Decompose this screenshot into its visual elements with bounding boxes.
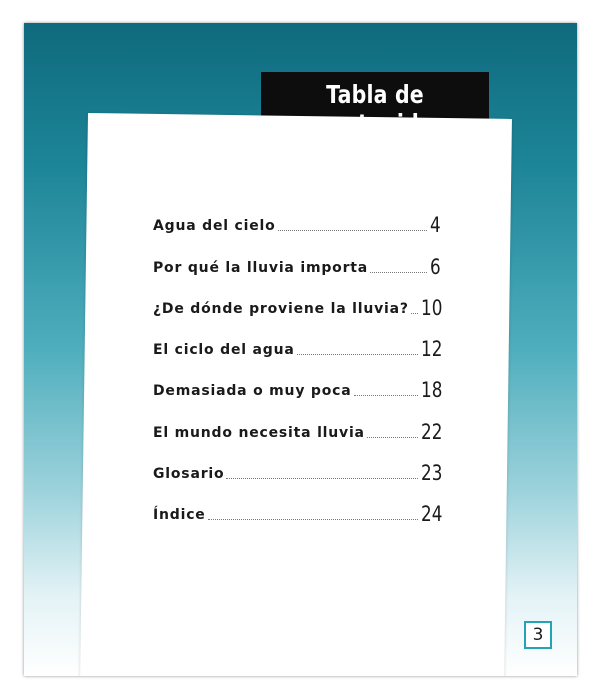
toc-entry-label: Glosario <box>153 466 225 483</box>
toc-entry-label: Por qué la lluvia importa <box>153 259 369 276</box>
page-number: 3 <box>532 625 544 645</box>
toc-entry[interactable] <box>153 490 448 531</box>
toc-entry-page: 4 <box>430 213 441 238</box>
toc-leader-dots <box>208 519 419 520</box>
toc-entry[interactable] <box>153 242 448 283</box>
toc-entry-page: 22 <box>421 419 443 444</box>
toc-entry[interactable] <box>153 449 448 490</box>
toc-entry-page: 23 <box>421 461 443 486</box>
toc-entry[interactable] <box>153 325 448 366</box>
toc-leader-dots <box>411 313 418 314</box>
toc-entry-label: Índice <box>153 507 206 524</box>
toc-entry-label: Demasiada o muy poca <box>153 383 352 400</box>
title-tab <box>261 72 489 119</box>
toc-leader-dots <box>297 354 419 355</box>
toc-entry[interactable] <box>153 407 448 448</box>
book-page <box>24 23 577 676</box>
toc-entry-label: El mundo necesita lluvia <box>153 424 365 441</box>
page-title: Tabla de <box>326 80 424 109</box>
toc-entry-page: 12 <box>421 337 443 362</box>
toc-entry[interactable] <box>153 284 448 325</box>
toc-entry[interactable] <box>153 366 448 407</box>
toc-leader-dots <box>367 437 418 438</box>
toc-leader-dots <box>226 478 418 479</box>
toc-entry-label: ¿De dónde proviene la lluvia? <box>153 300 409 317</box>
toc-entry-label: Agua del cielo <box>153 218 276 235</box>
toc-entry-page: 10 <box>421 295 443 320</box>
toc-entry-page: 6 <box>430 254 441 279</box>
toc-leader-dots <box>370 272 427 273</box>
toc-entry-page: 18 <box>421 378 443 403</box>
table-of-contents <box>153 201 448 531</box>
toc-leader-dots <box>278 230 427 231</box>
page-number-box <box>524 621 552 649</box>
toc-entry[interactable] <box>153 201 448 242</box>
toc-entry-page: 24 <box>421 502 443 527</box>
toc-entry-label: El ciclo del agua <box>153 342 295 359</box>
toc-leader-dots <box>354 395 419 396</box>
